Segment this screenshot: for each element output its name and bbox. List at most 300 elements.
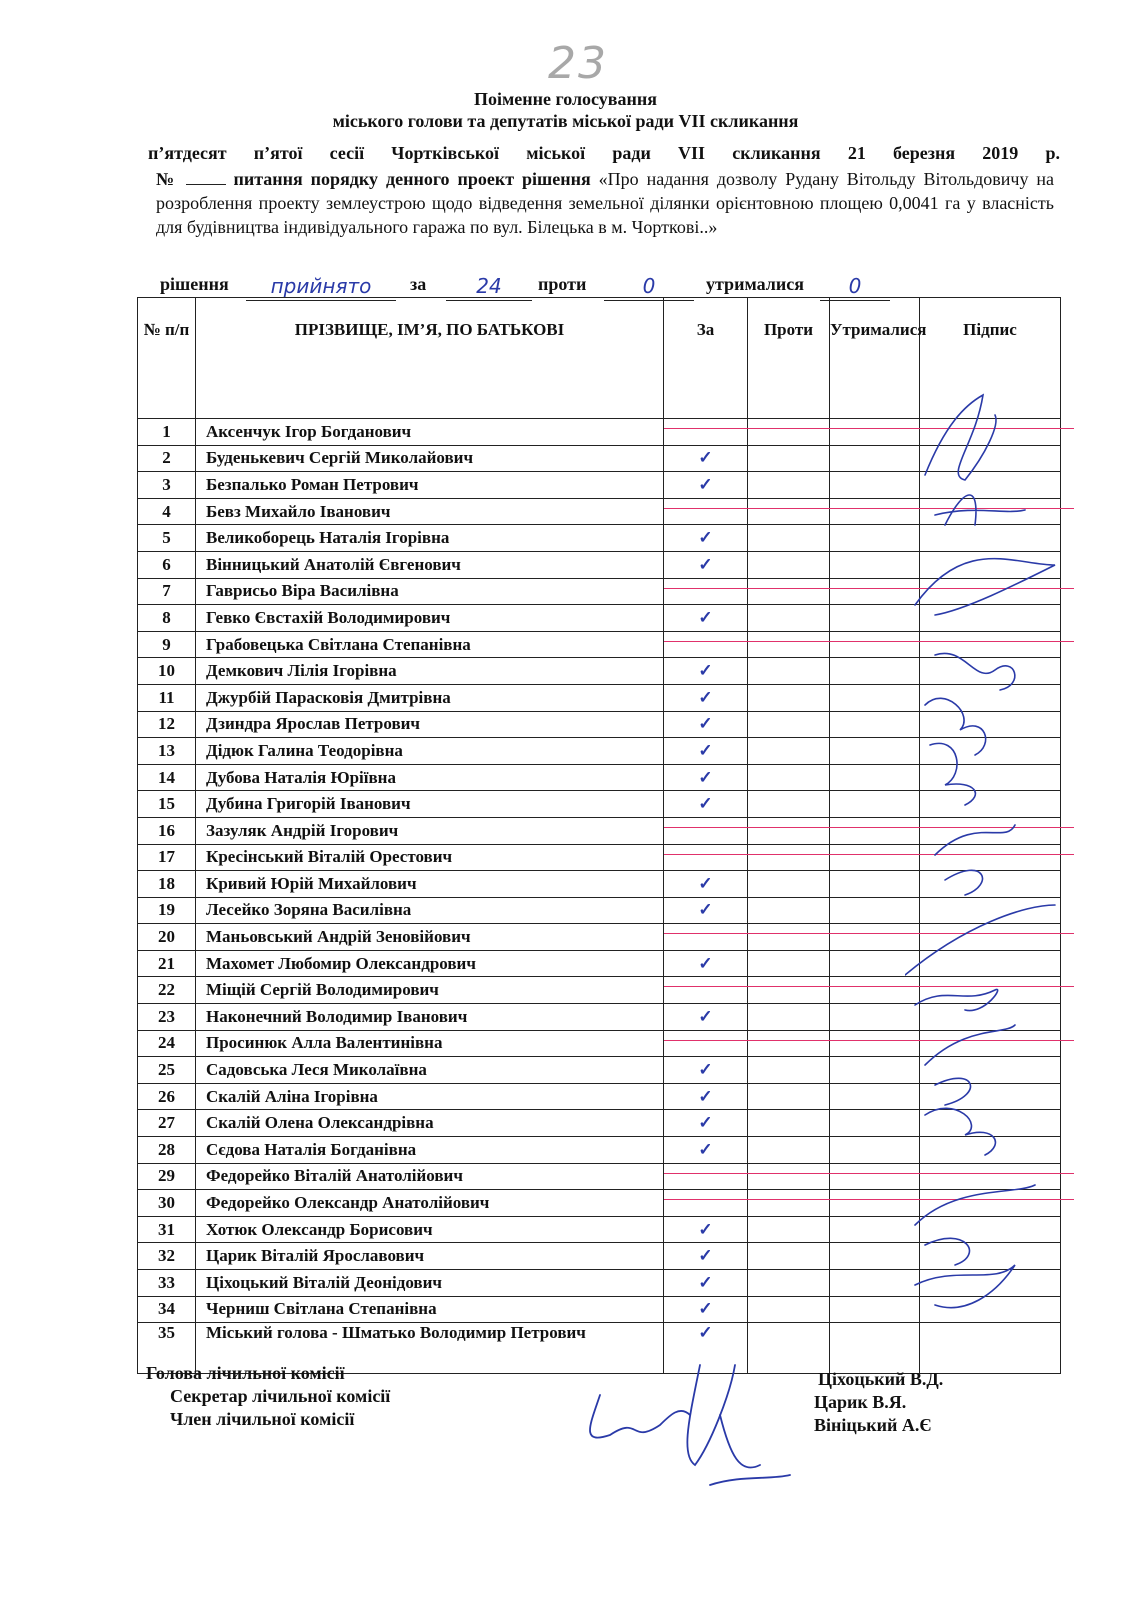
check-mark-icon: ✓ [698, 1323, 713, 1343]
check-mark-icon: ✓ [698, 767, 713, 787]
for-cell [664, 844, 748, 871]
against-cell [748, 1216, 830, 1243]
against-cell [748, 1137, 830, 1164]
absent-strike-line [664, 986, 1074, 987]
row-name: Наконечний Володимир Іванович [196, 1004, 664, 1031]
check-mark-icon: ✓ [698, 1006, 713, 1026]
abstained-cell [830, 631, 920, 658]
for-cell [664, 605, 748, 632]
table-row [138, 817, 1061, 844]
check-mark-icon: ✓ [698, 873, 713, 893]
decision-value: прийнято [246, 274, 396, 301]
row-number: 5 [138, 525, 196, 552]
table-row [138, 1270, 1061, 1297]
table-row [138, 1163, 1061, 1190]
signature-cell [920, 472, 1061, 499]
row-number: 8 [138, 605, 196, 632]
check-mark-icon: ✓ [698, 448, 713, 468]
absent-strike-line [664, 933, 1074, 934]
table-header-row [138, 298, 1061, 419]
check-mark-icon: ✓ [698, 794, 713, 814]
signature-cell [920, 924, 1061, 951]
for-cell [664, 897, 748, 924]
check-mark-icon: ✓ [698, 528, 713, 548]
for-label: за [410, 274, 427, 294]
col-num: № п/п [138, 298, 196, 419]
for-count: 24 [446, 274, 532, 301]
document-header [0, 88, 1131, 132]
against-cell [748, 525, 830, 552]
row-number: 1 [138, 419, 196, 446]
abstained-cell [830, 1323, 920, 1374]
table-row [138, 578, 1061, 605]
against-cell [748, 419, 830, 446]
row-name: Скалій Аліна Ігорівна [196, 1083, 664, 1110]
abstained-cell [830, 525, 920, 552]
absent-strike-line [664, 1173, 1074, 1174]
table-row [138, 1057, 1061, 1084]
row-name: Маньовський Андрій Зеновійович [196, 924, 664, 951]
for-cell [664, 738, 748, 765]
row-name: Грабовецька Світлана Степанівна [196, 631, 664, 658]
row-number: 20 [138, 924, 196, 951]
against-cell [748, 1030, 830, 1057]
question-number-blank [186, 168, 226, 185]
for-cell [664, 1083, 748, 1110]
row-name: Гаврисьо Віра Василівна [196, 578, 664, 605]
check-mark-icon: ✓ [698, 1086, 713, 1106]
signature-cell [920, 1137, 1061, 1164]
table-row [138, 1296, 1061, 1323]
row-number: 23 [138, 1004, 196, 1031]
check-mark-icon: ✓ [698, 1299, 713, 1319]
against-cell [748, 791, 830, 818]
row-number: 24 [138, 1030, 196, 1057]
table-row [138, 658, 1061, 685]
abstained-cell [830, 684, 920, 711]
row-number: 9 [138, 631, 196, 658]
table-row [138, 950, 1061, 977]
abstained-cell [830, 472, 920, 499]
row-name: Махомет Любомир Олександрович [196, 950, 664, 977]
table-row [138, 631, 1061, 658]
abstained-cell [830, 445, 920, 472]
table-row [138, 764, 1061, 791]
abstained-cell [830, 551, 920, 578]
row-number: 31 [138, 1216, 196, 1243]
page-number: 23 [548, 38, 608, 89]
abstained-cell [830, 1110, 920, 1137]
absent-strike-line [664, 1199, 1074, 1200]
abstained-cell [830, 1243, 920, 1270]
for-cell [664, 1296, 748, 1323]
row-number: 35 [138, 1323, 196, 1374]
abstained-cell [830, 764, 920, 791]
row-number: 32 [138, 1243, 196, 1270]
signature-cell [920, 844, 1061, 871]
signature-cell [920, 658, 1061, 685]
table-row [138, 1030, 1061, 1057]
row-name: Сєдова Наталія Богданівна [196, 1137, 664, 1164]
abstained-cell [830, 1296, 920, 1323]
row-name: Просинюк Алла Валентинівна [196, 1030, 664, 1057]
row-name: Федорейко Олександр Анатолійович [196, 1190, 664, 1217]
table-row [138, 419, 1061, 446]
check-mark-icon: ✓ [698, 1219, 713, 1239]
for-cell [664, 950, 748, 977]
signature-cell [920, 1030, 1061, 1057]
abstained-cell [830, 1004, 920, 1031]
row-name: Кривий Юрій Михайлович [196, 871, 664, 898]
row-number: 30 [138, 1190, 196, 1217]
for-cell [664, 445, 748, 472]
abstained-cell [830, 950, 920, 977]
signature-cell [920, 738, 1061, 765]
col-signature: Підпис [920, 298, 1061, 419]
for-cell [664, 1057, 748, 1084]
row-name: Гевко Євстахій Володимирович [196, 605, 664, 632]
signature-cell [920, 605, 1061, 632]
row-number: 13 [138, 738, 196, 765]
against-cell [748, 1190, 830, 1217]
for-cell [664, 1163, 748, 1190]
commission-signatures [560, 1355, 800, 1505]
for-cell [664, 578, 748, 605]
row-name: Безпалько Роман Петрович [196, 472, 664, 499]
table-row [138, 738, 1061, 765]
check-mark-icon: ✓ [698, 1060, 713, 1080]
row-number: 6 [138, 551, 196, 578]
abstained-cell [830, 844, 920, 871]
abstained-cell [830, 1030, 920, 1057]
signature-cell [920, 578, 1061, 605]
check-mark-icon: ✓ [698, 607, 713, 627]
check-mark-icon: ✓ [698, 1113, 713, 1133]
signature-cell [920, 1323, 1061, 1374]
table-row [138, 684, 1061, 711]
row-number: 16 [138, 817, 196, 844]
for-cell [664, 817, 748, 844]
abstained-cell [830, 977, 920, 1004]
row-name: Царик Віталій Ярославович [196, 1243, 664, 1270]
against-cell [748, 605, 830, 632]
against-cell [748, 445, 830, 472]
signature-cell [920, 1216, 1061, 1243]
against-cell [748, 498, 830, 525]
abstained-cell [830, 498, 920, 525]
vote-table [137, 297, 1061, 1374]
chair-name: Ціхоцький В.Д. [818, 1369, 944, 1389]
row-name: Бевз Михайло Іванович [196, 498, 664, 525]
abstained-cell [830, 871, 920, 898]
against-cell [748, 631, 830, 658]
check-mark-icon: ✓ [698, 714, 713, 734]
check-mark-icon: ✓ [698, 687, 713, 707]
signature-cell [920, 631, 1061, 658]
row-number: 33 [138, 1270, 196, 1297]
table-row [138, 1216, 1061, 1243]
absent-strike-line [664, 641, 1074, 642]
col-abstained: Утрималися [830, 298, 920, 419]
col-for: За [664, 298, 748, 419]
absent-strike-line [664, 827, 1074, 828]
document-title: Поіменне голосування [473, 89, 658, 109]
signature-cell [920, 1296, 1061, 1323]
row-number: 28 [138, 1137, 196, 1164]
row-name: Лесейко Зоряна Василівна [196, 897, 664, 924]
commission-labels [146, 1362, 390, 1431]
secretary-label: Секретар лічильної комісії [170, 1386, 391, 1406]
for-cell [664, 658, 748, 685]
table-row [138, 525, 1061, 552]
question-number-label: № [156, 169, 178, 189]
against-cell [748, 817, 830, 844]
question-text: «Про надання дозволу Рудану Вітольду Вітольдовичу на розроблення проекту землеустрою щодо відведення земельної ділянки орієнтовною площею 0,0041 га у власність для будівництва індивідуального гаража по вул. Білецька в м. Чорткові..» [156, 169, 1055, 237]
against-cell [748, 1270, 830, 1297]
abstained-cell [830, 1270, 920, 1297]
against-label: проти [538, 274, 587, 294]
for-cell [664, 551, 748, 578]
abstained-cell [830, 1057, 920, 1084]
table-row [138, 1190, 1061, 1217]
check-mark-icon: ✓ [698, 554, 713, 574]
against-cell [748, 871, 830, 898]
table-row [138, 1004, 1061, 1031]
against-cell [748, 1110, 830, 1137]
against-cell [748, 977, 830, 1004]
signature-cell [920, 1004, 1061, 1031]
for-cell [664, 631, 748, 658]
abstained-cell [830, 605, 920, 632]
table-row [138, 445, 1061, 472]
row-name: Дзиндра Ярослав Петрович [196, 711, 664, 738]
table-row [138, 844, 1061, 871]
row-number: 12 [138, 711, 196, 738]
against-cell [748, 711, 830, 738]
row-number: 11 [138, 684, 196, 711]
against-cell [748, 658, 830, 685]
against-cell [748, 684, 830, 711]
abstained-cell [830, 1216, 920, 1243]
against-cell [748, 897, 830, 924]
signature-cell [920, 551, 1061, 578]
row-number: 18 [138, 871, 196, 898]
row-number: 25 [138, 1057, 196, 1084]
row-name: Великоборець Наталія Ігорівна [196, 525, 664, 552]
signature-cell [920, 498, 1061, 525]
col-name: ПРІЗВИЩЕ, ІМ’Я, ПО БАТЬКОВІ [196, 298, 664, 419]
row-name: Ціхоцький Віталій Деонідович [196, 1270, 664, 1297]
abstained-cell [830, 1163, 920, 1190]
against-cell [748, 1296, 830, 1323]
abstained-cell [830, 897, 920, 924]
decision-label: рішення [160, 274, 229, 294]
row-number: 27 [138, 1110, 196, 1137]
against-cell [748, 551, 830, 578]
member-label: Член лічильної комісії [170, 1409, 355, 1429]
row-number: 10 [138, 658, 196, 685]
for-cell [664, 419, 748, 446]
abstained-cell [830, 658, 920, 685]
absent-strike-line [664, 588, 1074, 589]
table-row [138, 472, 1061, 499]
for-cell [664, 1216, 748, 1243]
session-line: п’ятдесят п’ятої сесії Чортківської міської ради VII скликання 21 березня 2019 р. [148, 143, 1060, 163]
absent-strike-line [664, 508, 1074, 509]
against-cell [748, 738, 830, 765]
absent-strike-line [664, 1040, 1074, 1041]
row-name: Дубина Григорій Іванович [196, 791, 664, 818]
member-name: Вініцький А.Є [814, 1415, 932, 1435]
table-row [138, 1110, 1061, 1137]
question-prefix: питання порядку денного проект рішення [233, 169, 591, 189]
abstained-cell [830, 578, 920, 605]
secretary-name: Царик В.Я. [814, 1392, 907, 1412]
signature-cell [920, 1190, 1061, 1217]
against-cell [748, 1163, 830, 1190]
signature-cell [920, 1057, 1061, 1084]
for-cell [664, 525, 748, 552]
check-mark-icon: ✓ [698, 740, 713, 760]
table-row [138, 711, 1061, 738]
signature-cell [920, 419, 1061, 446]
abstained-cell [830, 817, 920, 844]
row-number: 14 [138, 764, 196, 791]
table-row [138, 977, 1061, 1004]
row-name: Федорейко Віталій Анатолійович [196, 1163, 664, 1190]
for-cell [664, 1004, 748, 1031]
check-mark-icon: ✓ [698, 1272, 713, 1292]
signature-cell [920, 871, 1061, 898]
against-cell [748, 472, 830, 499]
against-cell [748, 1083, 830, 1110]
for-cell [664, 1190, 748, 1217]
check-mark-icon: ✓ [698, 1246, 713, 1266]
table-row [138, 498, 1061, 525]
commission-names [814, 1368, 943, 1437]
row-number: 17 [138, 844, 196, 871]
row-number: 21 [138, 950, 196, 977]
row-number: 7 [138, 578, 196, 605]
for-cell [664, 791, 748, 818]
row-number: 26 [138, 1083, 196, 1110]
abstained-cell [830, 1190, 920, 1217]
for-cell [664, 924, 748, 951]
abstained-cell [830, 419, 920, 446]
signature-cell [920, 764, 1061, 791]
row-name: Дідюк Галина Теодорівна [196, 738, 664, 765]
abstained-cell [830, 738, 920, 765]
document-subtitle: міського голови та депутатів міської ради VII скликання [332, 111, 799, 131]
for-cell [664, 684, 748, 711]
table-row [138, 791, 1061, 818]
row-number: 15 [138, 791, 196, 818]
against-cell [748, 1057, 830, 1084]
row-name: Демкович Лілія Ігорівна [196, 658, 664, 685]
abstained-count: 0 [820, 274, 890, 301]
signature-cell [920, 711, 1061, 738]
signature-cell [920, 1243, 1061, 1270]
table-row [138, 897, 1061, 924]
signature-cell [920, 1163, 1061, 1190]
signature-cell [920, 817, 1061, 844]
signature-cell [920, 1110, 1061, 1137]
table-row [138, 1243, 1061, 1270]
abstained-label: утрималися [706, 274, 804, 294]
abstained-cell [830, 1083, 920, 1110]
row-number: 22 [138, 977, 196, 1004]
for-cell [664, 1270, 748, 1297]
for-cell [664, 977, 748, 1004]
check-mark-icon: ✓ [698, 953, 713, 973]
row-number: 19 [138, 897, 196, 924]
row-name: Кресінський Віталій Орестович [196, 844, 664, 871]
row-name: Садовська Леся Миколаївна [196, 1057, 664, 1084]
check-mark-icon: ✓ [698, 900, 713, 920]
for-cell [664, 472, 748, 499]
row-number: 34 [138, 1296, 196, 1323]
table-row [138, 924, 1061, 951]
abstained-cell [830, 791, 920, 818]
row-name: Черниш Світлана Степанівна [196, 1296, 664, 1323]
abstained-cell [830, 1137, 920, 1164]
row-name: Буденькевич Сергій Миколайович [196, 445, 664, 472]
signature-cell [920, 897, 1061, 924]
chair-label: Голова лічильної комісії [146, 1363, 345, 1383]
signature-cell [920, 445, 1061, 472]
row-name: Зазуляк Андрій Ігорович [196, 817, 664, 844]
table-row [138, 605, 1061, 632]
against-cell [748, 844, 830, 871]
check-mark-icon: ✓ [698, 474, 713, 494]
against-cell [748, 764, 830, 791]
signature-cell [920, 977, 1061, 1004]
absent-strike-line [664, 428, 1074, 429]
row-number: 3 [138, 472, 196, 499]
for-cell [664, 711, 748, 738]
check-mark-icon: ✓ [698, 1139, 713, 1159]
against-cell [748, 950, 830, 977]
row-name: Дубова Наталія Юріївна [196, 764, 664, 791]
table-row [138, 1083, 1061, 1110]
abstained-cell [830, 711, 920, 738]
against-cell [748, 1243, 830, 1270]
row-name: Скалій Олена Олександрівна [196, 1110, 664, 1137]
row-number: 29 [138, 1163, 196, 1190]
row-name: Міський голова - Шматько Володимир Петрович [196, 1323, 664, 1374]
signature-cell [920, 950, 1061, 977]
table-row [138, 871, 1061, 898]
agenda-question [156, 167, 1054, 239]
signature-cell [920, 1270, 1061, 1297]
row-number: 4 [138, 498, 196, 525]
row-name: Джурбій Парасковія Дмитрівна [196, 684, 664, 711]
row-name: Міщій Сергій Володимирович [196, 977, 664, 1004]
signature-cell [920, 791, 1061, 818]
signature-cell [920, 684, 1061, 711]
abstained-cell [830, 924, 920, 951]
row-name: Вінницький Анатолій Євгенович [196, 551, 664, 578]
row-name: Аксенчук Ігор Богданович [196, 419, 664, 446]
for-cell [664, 1030, 748, 1057]
for-cell [664, 871, 748, 898]
against-cell [748, 578, 830, 605]
table-row [138, 551, 1061, 578]
signature-cell [920, 1083, 1061, 1110]
against-cell [748, 1004, 830, 1031]
for-cell [664, 1110, 748, 1137]
for-cell [664, 498, 748, 525]
